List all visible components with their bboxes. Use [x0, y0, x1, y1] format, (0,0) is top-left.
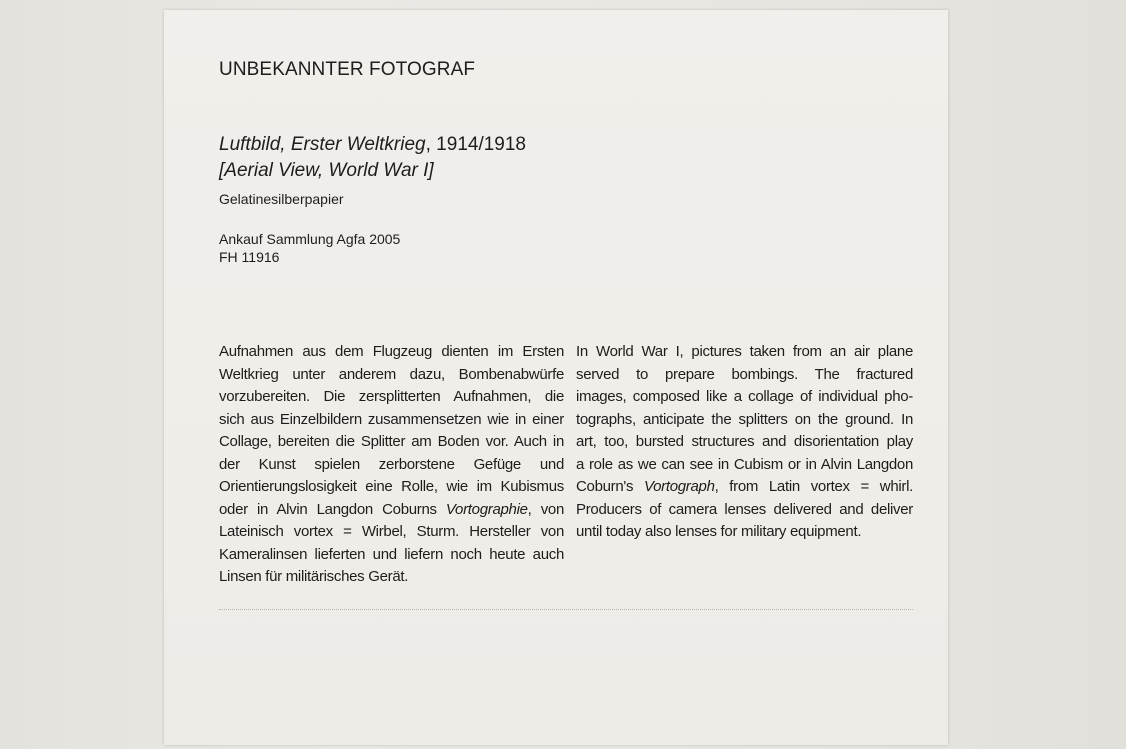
- text-segment: Linsen für militärisches Gerät.: [219, 568, 409, 585]
- text-segment: vorzubereiten. Die zersplitterten Aufnahmen, die: [219, 388, 564, 405]
- text-line: [576, 364, 913, 387]
- text-segment: Coburn's: [576, 478, 644, 495]
- artwork-date: , 1914/1918: [425, 134, 526, 155]
- text-line: [576, 476, 913, 499]
- text-line: [219, 409, 564, 432]
- dotted-divider: [219, 609, 913, 610]
- text-segment: Aufnahmen aus dem Flugzeug dienten im Ersten: [219, 343, 564, 360]
- text-segment: Collage, bereiten die Splitter am Boden vor. Auch in: [219, 433, 564, 450]
- title-line-german: [219, 132, 526, 158]
- description-english: [576, 341, 913, 544]
- text-segment: served to prepare bombings. The fractured: [576, 365, 913, 383]
- description-german: [219, 341, 564, 589]
- text-segment: art, too, bursted structures and disorientation play: [576, 433, 913, 450]
- text-segment: oder in Alvin Langdon Coburns: [219, 500, 446, 518]
- text-line: [576, 341, 913, 364]
- text-segment: sich aus Einzelbildern zusammensetzen wie in einer: [219, 410, 564, 428]
- inventory-number: FH 11916: [219, 249, 280, 265]
- title-line-english: [219, 158, 526, 184]
- text-line: [219, 454, 564, 477]
- text-segment: tographs, anticipate the splitters on the ground. In: [576, 410, 913, 428]
- text-segment: Lateinisch vortex = Wirbel, Sturm. Hersteller von: [219, 523, 564, 540]
- artist-name: UNBEKANNTER FOTOGRAF: [219, 59, 476, 80]
- text-line: [219, 364, 564, 387]
- italic-work-title: Vortographie: [445, 500, 528, 518]
- text-line: [576, 431, 913, 454]
- text-line: [219, 431, 564, 454]
- text-line: [219, 386, 564, 409]
- text-segment: Orientierungslosigkeit eine Rolle, wie im Kubismus: [219, 478, 564, 495]
- text-line: [576, 454, 913, 477]
- text-segment: der Kunst spielen zerborstene Gefüge und: [219, 455, 564, 473]
- text-segment: Kameralinsen lieferten und liefern noch heute auch: [219, 545, 564, 563]
- artwork-title: [219, 132, 526, 184]
- text-segment: a role as we can see in Cubism or in Alvin Langdon: [576, 455, 913, 473]
- text-line: [219, 544, 564, 567]
- text-segment: , from Latin vortex = whirl.: [714, 478, 913, 495]
- text-segment: In World War I, pictures taken from an air plane: [576, 343, 913, 360]
- text-line: [576, 386, 913, 409]
- text-line: [576, 409, 913, 432]
- credit-line: [219, 230, 400, 266]
- text-segment: until today also lenses for military equipment.: [576, 523, 862, 540]
- text-line: [219, 341, 564, 364]
- text-segment: , von: [527, 500, 564, 518]
- text-line: [219, 499, 564, 522]
- acquisition: Ankauf Sammlung Agfa 2005: [219, 231, 401, 247]
- museum-wall-label: [164, 10, 948, 745]
- text-line: [576, 499, 913, 522]
- title-english: [Aerial View, World War I]: [219, 160, 434, 181]
- text-segment: Producers of camera lenses delivered and deliver: [576, 500, 913, 518]
- text-line: [219, 476, 564, 499]
- description-area: [219, 341, 913, 610]
- text-line: [576, 521, 913, 544]
- text-line: [219, 521, 564, 544]
- italic-work-title: Vortograph: [643, 478, 715, 495]
- text-line: [219, 566, 564, 589]
- description-columns: [219, 341, 913, 589]
- title-german: Luftbild, Erster Weltkrieg: [219, 134, 426, 155]
- text-segment: images, composed like a collage of individual pho-: [576, 388, 913, 405]
- medium: Gelatinesilberpapier: [219, 191, 344, 207]
- text-segment: Weltkrieg unter anderem dazu, Bombenabwürfe: [219, 365, 564, 383]
